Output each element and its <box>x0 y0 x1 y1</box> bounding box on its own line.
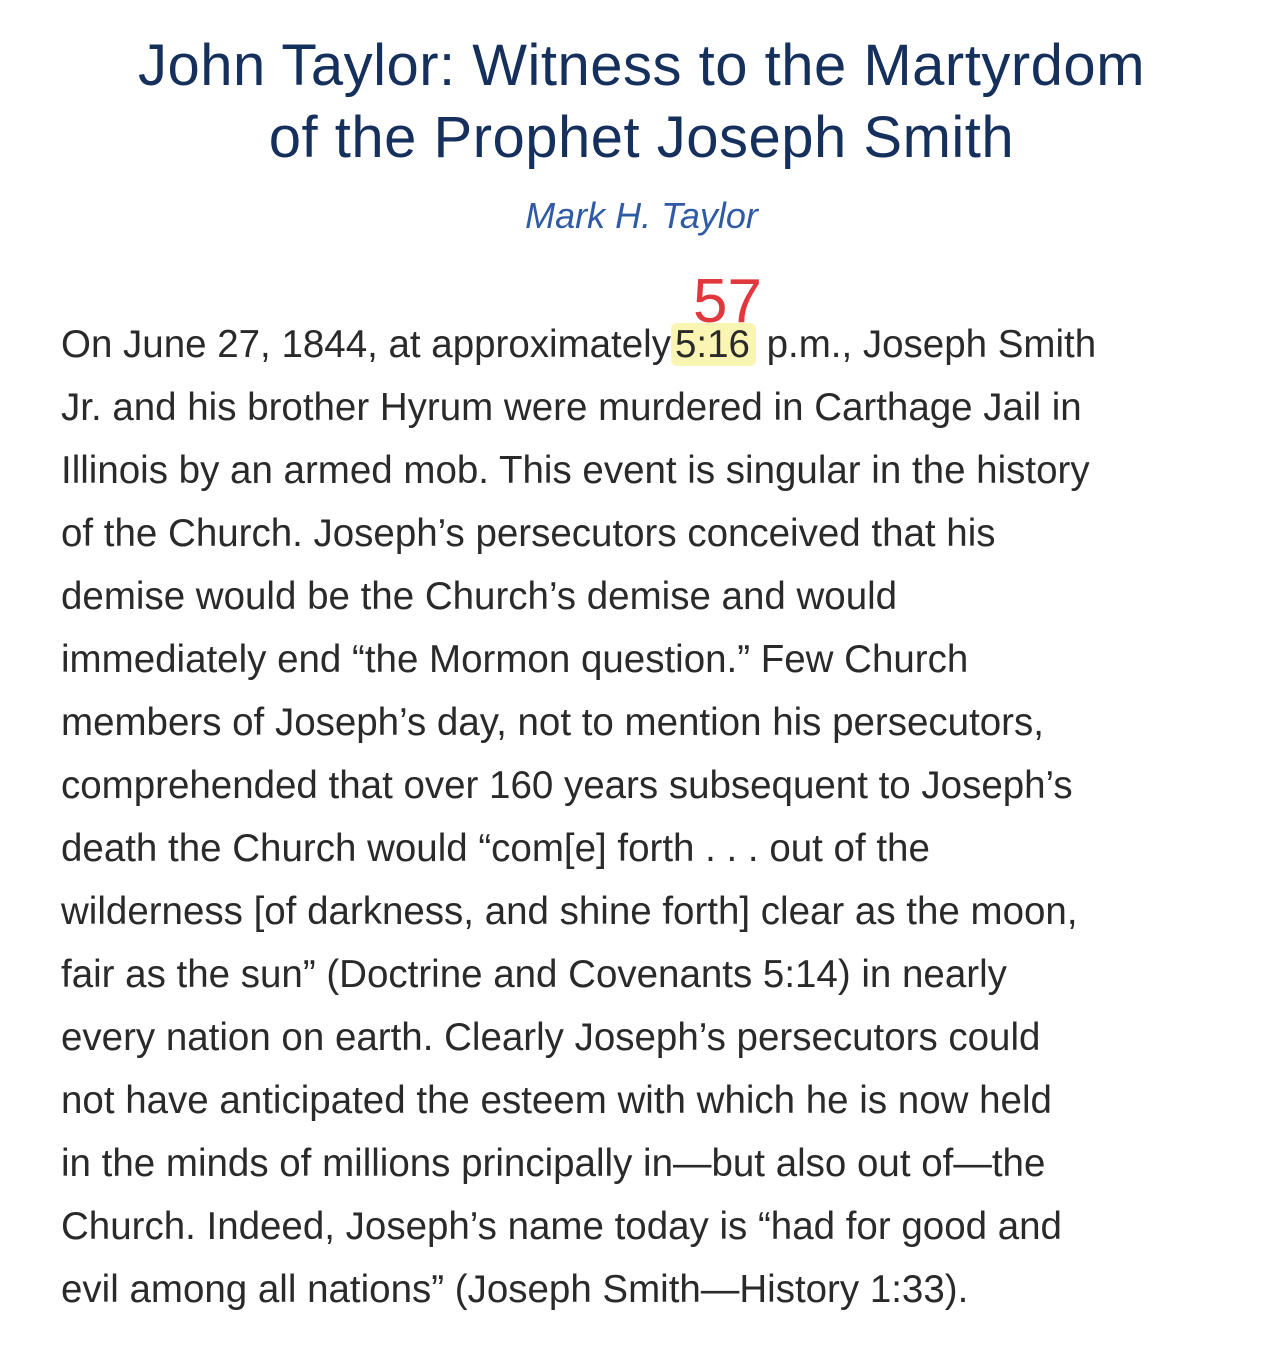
highlighted-time[interactable] <box>671 267 762 366</box>
paragraph-line-6: immediately end “the Mormon question.” Few Church <box>61 638 969 681</box>
paragraph-line-1 <box>61 267 1231 376</box>
annotation-number: 57 <box>692 267 762 336</box>
paragraph-line-3: Illinois by an armed mob. This event is singular in the history <box>61 449 1090 492</box>
paragraph-line-9: death the Church would “com[e] forth . . . out of the <box>61 827 930 870</box>
paragraph-line-15: Church. Indeed, Joseph’s name today is “had for good and <box>61 1205 1062 1248</box>
paragraph-line-14: in the minds of millions principally in—but also out of—the <box>61 1142 1046 1185</box>
paragraph-line-11: fair as the sun” (Doctrine and Covenants 5:14) in nearly <box>61 953 1007 996</box>
paragraph-line-8: comprehended that over 160 years subsequent to Joseph’s <box>61 764 1073 807</box>
paragraph-line-16: evil among all nations” (Joseph Smith—History 1:33). <box>61 1268 969 1311</box>
title-line-2: of the Prophet Joseph Smith <box>268 105 1015 170</box>
title-line-1: John Taylor: Witness to the Martyrdom <box>137 33 1146 98</box>
article-paragraph <box>61 267 1231 1321</box>
line-1-end: p.m., Joseph Smith <box>766 323 1097 366</box>
paragraph-line-10: wilderness [of darkness, and shine forth] clear as the moon, <box>61 890 1078 933</box>
line-1-start: On June 27, 1844, at approximately <box>61 323 671 366</box>
paragraph-line-5: demise would be the Church’s demise and would <box>61 575 898 618</box>
article-author[interactable]: Mark H. Taylor <box>525 195 758 236</box>
paragraph-line-4: of the Church. Joseph’s persecutors conceived that his <box>61 512 996 555</box>
paragraph-line-7: members of Joseph’s day, not to mention his persecutors, <box>61 701 1044 744</box>
article-title <box>0 30 1283 174</box>
paragraph-line-13: not have anticipated the esteem with which he is now held <box>61 1079 1052 1122</box>
paragraph-line-12: every nation on earth. Clearly Joseph’s persecutors could <box>61 1016 1041 1059</box>
highlighted-time-text: 5:16 <box>674 323 750 366</box>
paragraph-line-2: Jr. and his brother Hyrum were murdered in Carthage Jail in <box>61 386 1082 429</box>
